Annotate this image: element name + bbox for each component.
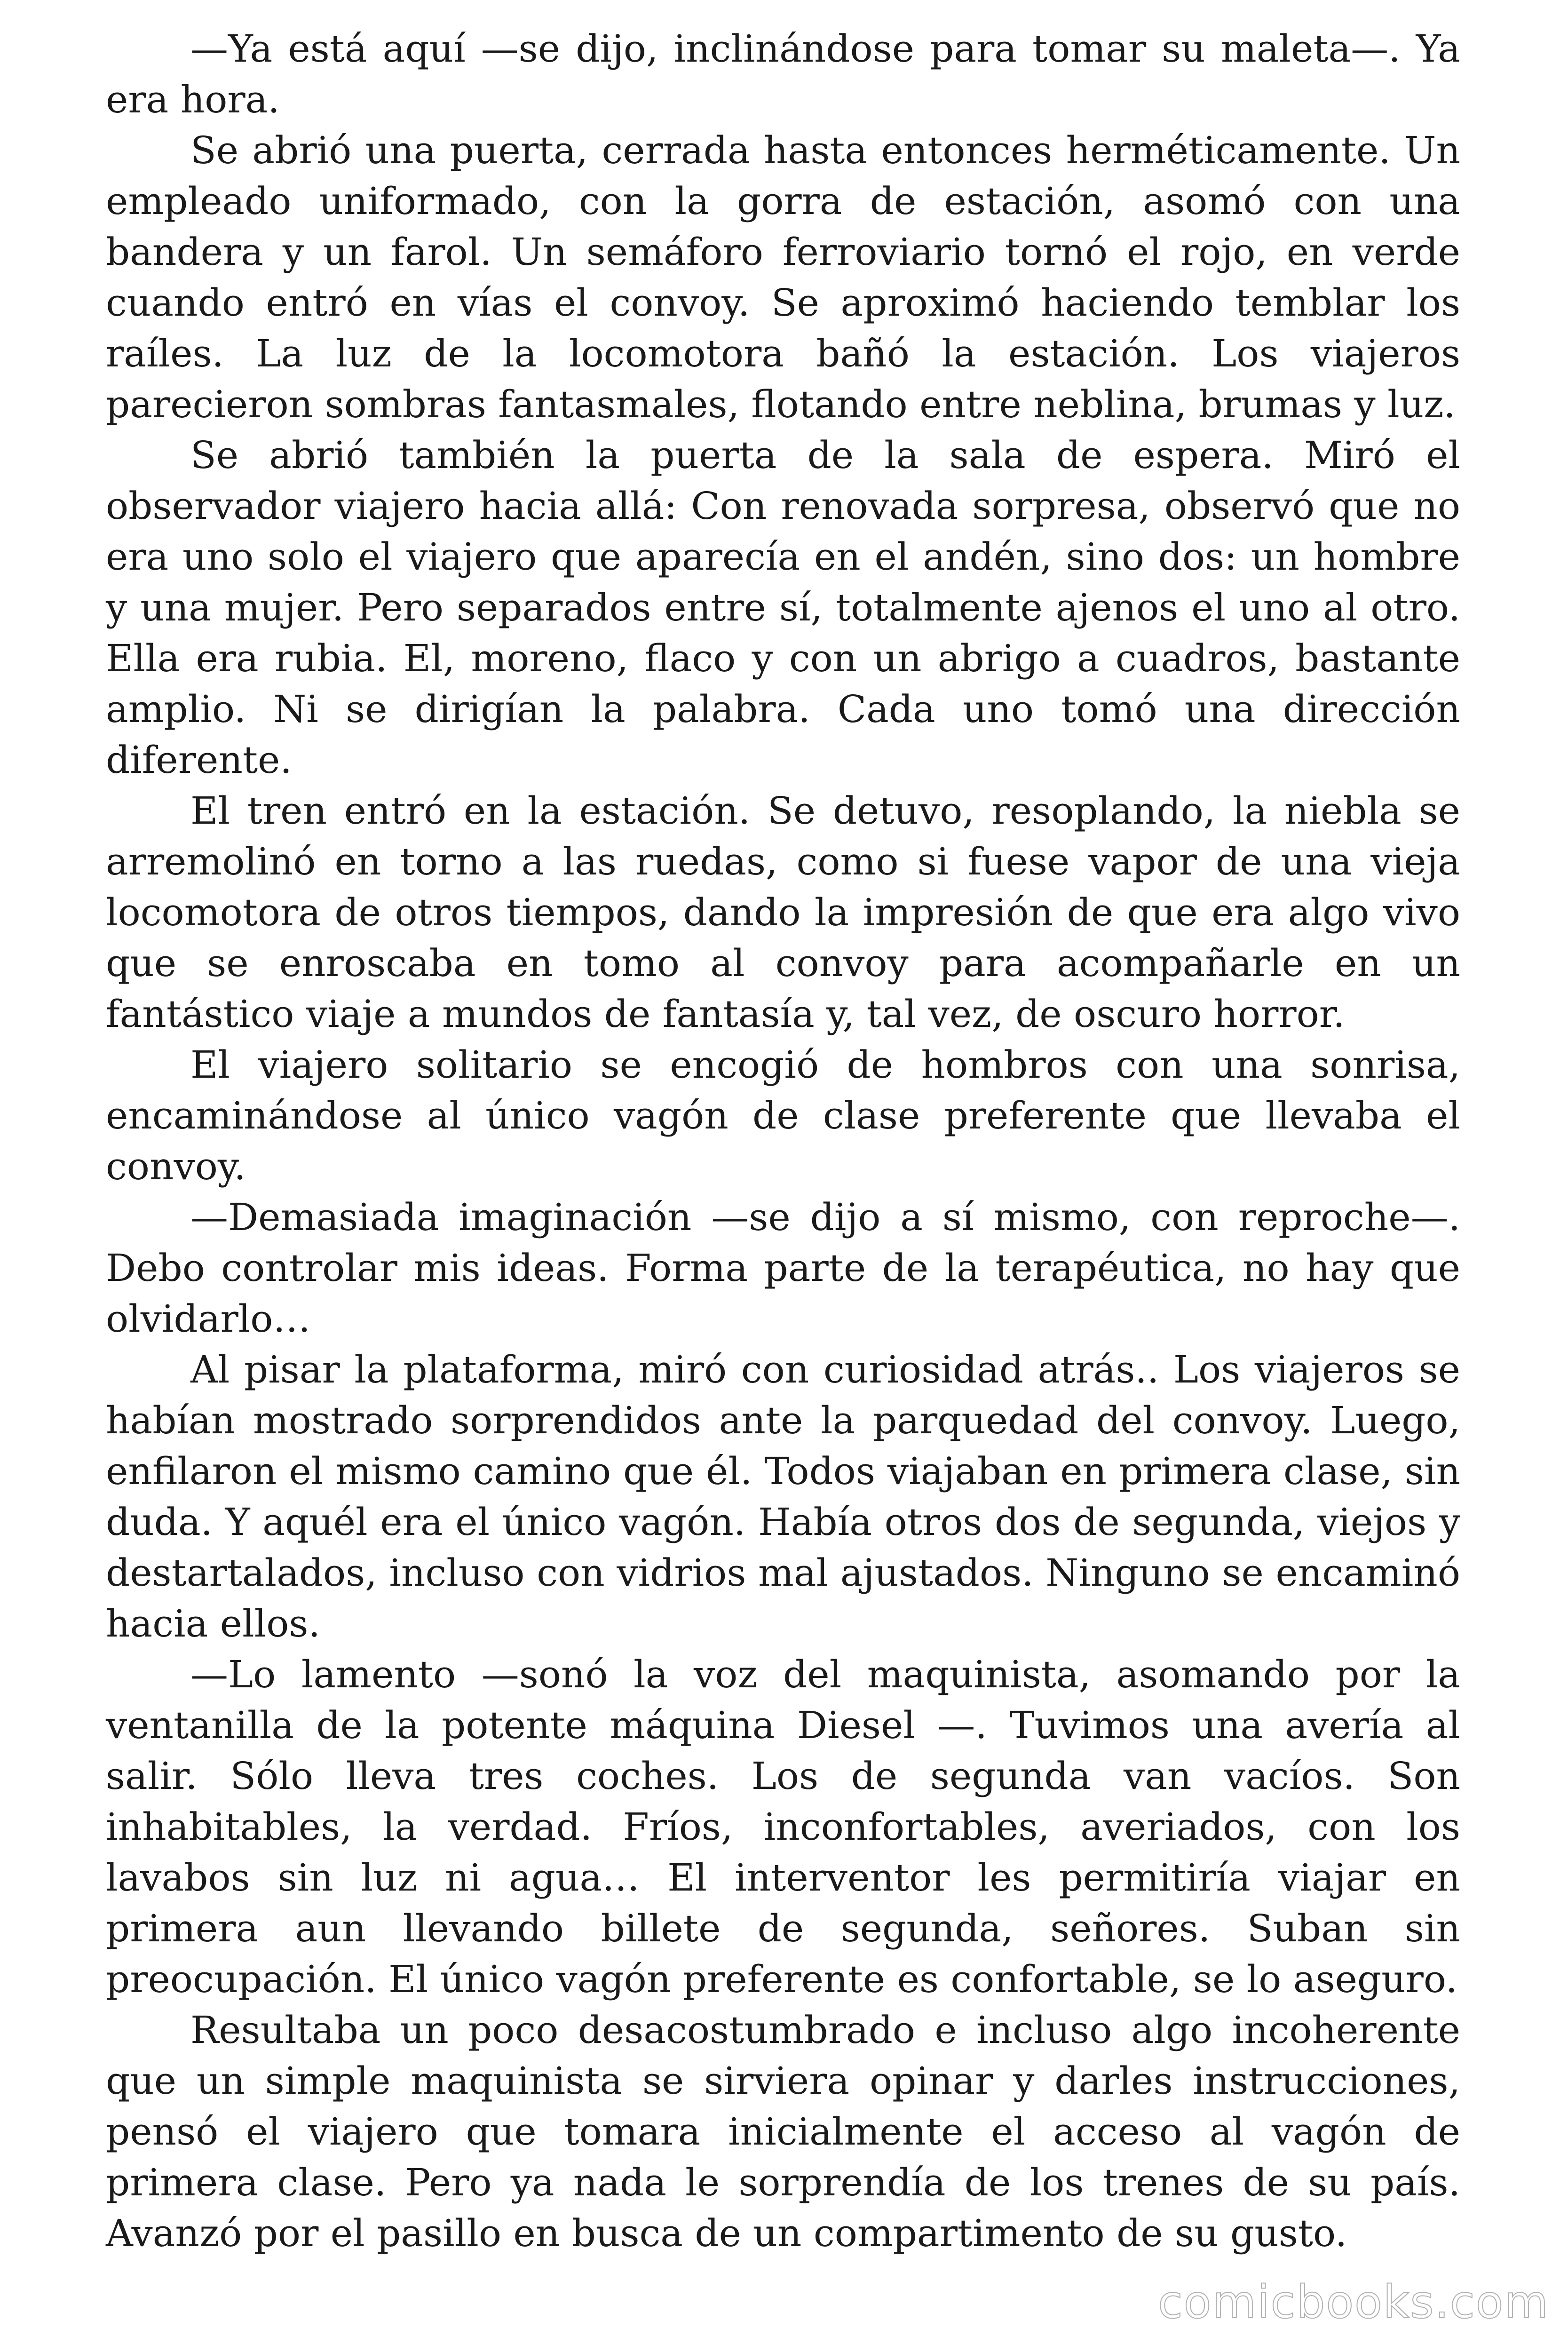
paragraph: —Lo lamento —sonó la voz del maquinista, asomando por la ventanilla de la potente máquina Diesel —. Tuvimos una avería al salir. Sólo lleva tres coches. Los de segunda van vacíos. Son inhabitables, la verdad. Fríos, inconfortables, averiados, con los lavabos sin luz ni agua… El interventor les permitiría viajar en primera aun llevando billete de segunda, señores. Suban sin preocupación. El único vagón preferente es confortable, se lo aseguro.: [106, 1653, 1460, 2001]
paragraph: —Ya está aquí —se dijo, inclinándose para tomar su maleta—. Ya era hora.: [106, 27, 1460, 121]
paragraph: Se abrió también la puerta de la sala de espera. Miró el observador viajero hacia allá: Con renovada sorpresa, observó que no era uno solo el viajero que aparecía en el andén, sino dos: un hombre y una mujer. Pero separados entre sí, totalmente ajenos el uno al otro. Ella era rubia. El, moreno, flaco y con un abrigo a cuadros, bastante amplio. Ni se dirigían la palabra. Cada uno tomó una dirección diferente.: [106, 433, 1460, 782]
paragraph: El tren entró en la estación. Se detuvo, resoplando, la niebla se arremolinó en torno a las ruedas, como si fuese vapor de una vieja locomotora de otros tiempos, dando la impresión de que era algo vivo que se enroscaba en tomo al convoy para acompañarle en un fantástico viaje a mundos de fantasía y, tal vez, de oscuro horror.: [106, 789, 1460, 1036]
paragraph: —Demasiada imaginación —se dijo a sí mismo, con reproche—. Debo controlar mis ideas. Forma parte de la terapéutica, no hay que olvidarlo…: [106, 1195, 1460, 1341]
paragraph: El viajero solitario se encogió de hombros con una sonrisa, encaminándose al único vagón de clase preferente que llevaba el convoy.: [106, 1043, 1460, 1188]
paragraph: Resultaba un poco desacostumbrado e incluso algo incoherente que un simple maquinista se sirviera opinar y darles instrucciones, pensó el viajero que tomara inicialmente el acceso al vagón de primera clase. Pero ya nada le sorprendía de los trenes de su país. Avanzó por el pasillo en busca de un compartimento de su gusto.: [106, 2008, 1460, 2255]
watermark: comicbooks.com: [1157, 2276, 1549, 2328]
paragraph: Al pisar la plataforma, miró con curiosidad atrás.. Los viajeros se habían mostrado sorprendidos ante la parquedad del convoy. Luego, enfilaron el mismo camino que él. Todos viajaban en primera clase, sin duda. Y aquél era el único vagón. Había otros dos de segunda, viejos y destartalados, incluso con vidrios mal ajustados. Ninguno se encaminó hacia ellos.: [106, 1348, 1460, 1645]
paragraph: Se abrió una puerta, cerrada hasta entonces herméticamente. Un empleado uniformado, con la gorra de estación, asomó con una bandera y un farol. Un semáforo ferroviario tornó el rojo, en verde cuando entró en vías el convoy. Se aproximó haciendo temblar los raíles. La luz de la locomotora bañó la estación. Los viajeros parecieron sombras fantasmales, flotando entre neblina, brumas y luz.: [106, 128, 1460, 426]
page-body: [106, 24, 1460, 2319]
